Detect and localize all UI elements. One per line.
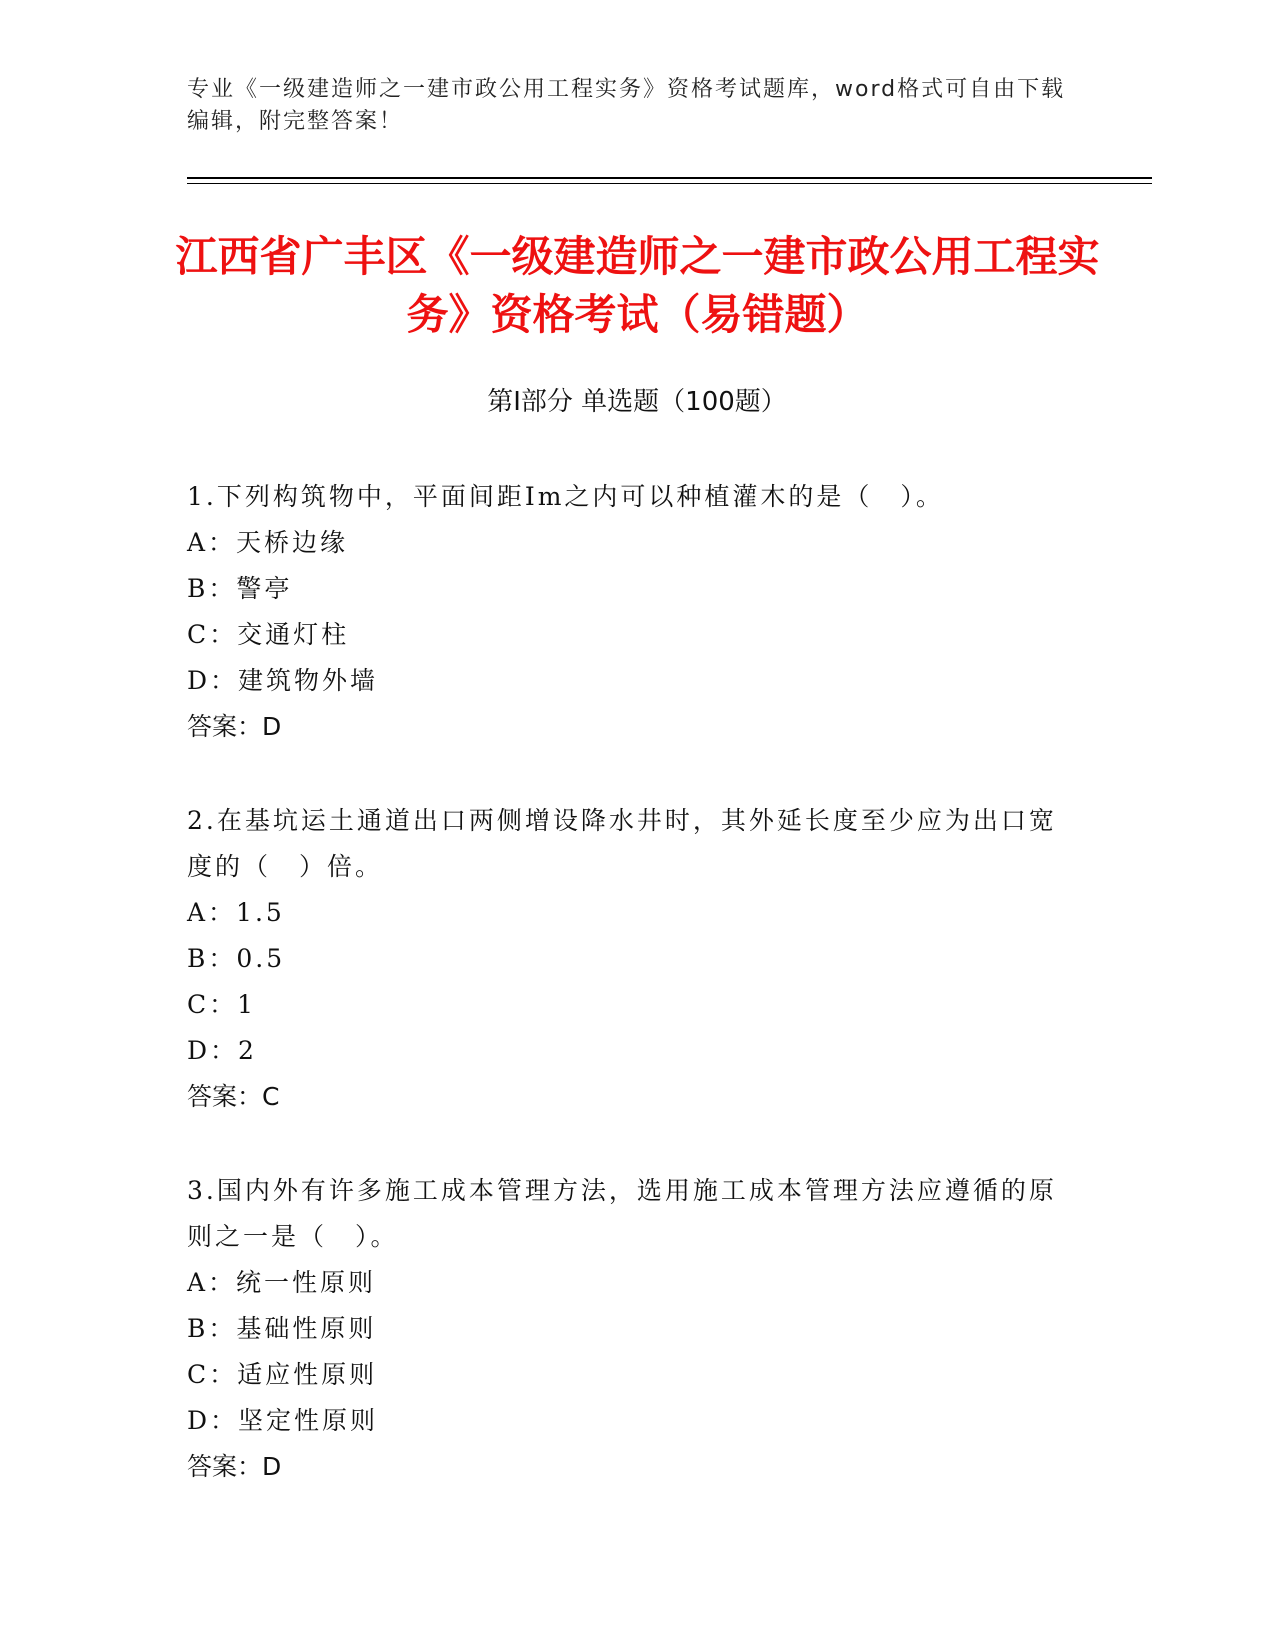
option-d: D：坚定性原则: [187, 1406, 379, 1435]
header-note: 专业《一级建造师之一建市政公用工程实务》资格考试题库，word格式可自由下载编辑，附完整答案！: [187, 77, 1066, 134]
header-divider-thin: [187, 183, 1152, 184]
section-heading: 第Ⅰ部分 单选题（100题）: [487, 387, 787, 417]
option-a: A：天桥边缘: [187, 528, 349, 557]
option-b: B：0.5: [187, 944, 286, 973]
question-stem: 2.在基坑运土通道出口两侧增设降水井时，其外延长度至少应为出口宽度的（ ）倍。: [187, 806, 1057, 881]
option-c: C：1: [187, 990, 257, 1019]
answer: 答案：D: [187, 1452, 282, 1481]
option-c: C：交通灯柱: [187, 620, 350, 649]
option-a: A：统一性原则: [187, 1268, 377, 1297]
option-d: D：2: [187, 1036, 257, 1065]
question-2: [187, 798, 1067, 1120]
option-b: B：警亭: [187, 574, 293, 603]
question-stem: 3.国内外有许多施工成本管理方法，选用施工成本管理方法应遵循的原则之一是（ ）。: [187, 1176, 1057, 1251]
question-stem: 1.下列构筑物中，平面间距Im之内可以种植灌木的是（ ）。: [187, 482, 944, 511]
question-1: [187, 474, 1067, 750]
document-title: 江西省广丰区《一级建造师之一建市政公用工程实务》资格考试（易错题）: [175, 232, 1100, 339]
option-b: B：基础性原则: [187, 1314, 377, 1343]
option-a: A：1.5: [187, 898, 285, 927]
question-3: [187, 1168, 1067, 1490]
option-c: C：适应性原则: [187, 1360, 378, 1389]
option-d: D：建筑物外墙: [187, 666, 379, 695]
question-list: [187, 474, 1067, 1538]
answer: 答案：D: [187, 712, 282, 741]
header-divider-thick: [187, 177, 1152, 179]
answer: 答案：C: [187, 1082, 280, 1111]
